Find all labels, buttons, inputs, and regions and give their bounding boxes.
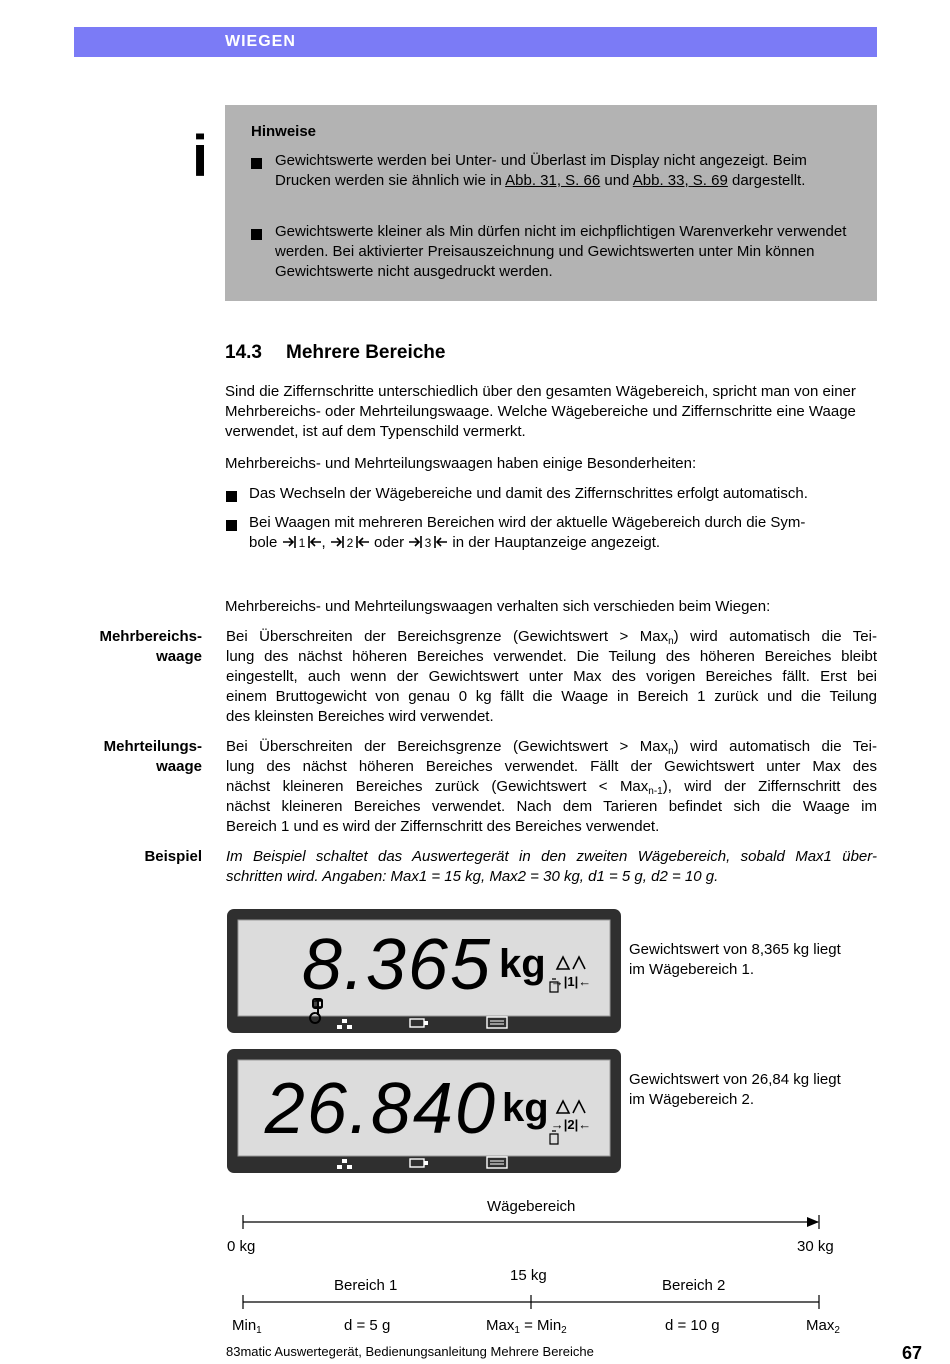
beispiel-text — [226, 847, 877, 887]
range-start-label: 0 kg — [227, 1238, 256, 1255]
mt-l3-pre: nächst kleineren Bereiches zurück (Gewichtswert < Max — [226, 778, 649, 795]
mehrbereich-line-3: eingestellt, auch wenn der Gewichtswert unter Max des vorigen Bereiches fällt. Erst bei — [226, 668, 877, 685]
note-bullet-icon — [251, 156, 262, 174]
mehrbereich-line-1 — [226, 627, 877, 647]
lcd-display-2 — [227, 1049, 621, 1173]
mehrteilung-line-5: Bereich 1 und es wird der Ziffernschritt des Bereiches verwendet. — [226, 818, 660, 835]
max2-text: Max — [806, 1317, 835, 1334]
mt-l1-pre: Bei Überschreiten der Bereichsgrenze (Gewichtswert > Max — [226, 738, 669, 755]
range-title: Wägebereich — [487, 1198, 576, 1215]
range-arrow-icon — [807, 1217, 819, 1227]
bullet2-sep1: , — [321, 534, 330, 551]
min1-text: Min — [232, 1317, 257, 1334]
mehrbereich-line-2: lung des nächst höheren Bereiches verwendet. Die Teilung des höheren Bereiches bleibt — [226, 648, 877, 665]
mb-l1-sub: n — [668, 636, 674, 647]
figure-link-33[interactable]: Abb. 33, S. 69 — [632, 172, 728, 189]
mt-l3-post: ), wird der Ziffernschritt des — [662, 778, 877, 795]
lcd-display-1 — [227, 909, 621, 1033]
page-number: 67 — [902, 1343, 923, 1363]
max2-sub: 2 — [834, 1325, 840, 1336]
max2-label — [806, 1317, 840, 1334]
note-item-1-mid: und — [600, 172, 633, 189]
bullet2-pre: bole — [249, 534, 282, 551]
footer-text: 83matic Auswertegerät, Bedienungsanleitung Mehrere Bereiche — [226, 1344, 594, 1359]
side-label-beispiel: Beispiel — [144, 848, 202, 865]
mb-l1-post: ) wird automatisch die Tei- — [673, 628, 877, 645]
header-title: WIEGEN — [225, 33, 296, 50]
side-label-mehrteilung — [2, 737, 202, 777]
min2-sub: 2 — [561, 1325, 567, 1336]
mehrbereich-line-4: einem Bruttogewicht von genau 0 kg fällt die Waage in Bereich 1 zurück und die Teilung — [226, 688, 877, 705]
info-icon: i — [192, 124, 209, 189]
max1-text: Max — [486, 1317, 515, 1334]
bullet2-sep2: oder — [369, 534, 409, 551]
note-item-1-text: Gewichtswerte werden bei Unter- und Überlast im Display nicht angezeigt. Beim Drucken werden sie ähnlich wie in — [275, 152, 807, 189]
min1-sub: 1 — [256, 1325, 262, 1336]
range-end-label: 30 kg — [797, 1238, 834, 1255]
beispiel-line-1: Im Beispiel schaltet das Auswertegerät in den zweiten Wägebereich, sobald Max1 über- — [226, 848, 877, 865]
note-item-1 — [275, 151, 847, 191]
range-2-symbol-icon — [330, 535, 370, 555]
header-bar — [74, 27, 877, 57]
mb-l1-pre: Bei Überschreiten der Bereichsgrenze (Gewichtswert > Max — [226, 628, 669, 645]
display-1-caption-1: Gewichtswert von 8,365 kg liegt — [629, 941, 841, 958]
display-1-range-symbol: →|1|← — [550, 974, 592, 989]
display-2-range-symbol: →|2|← — [550, 1117, 592, 1132]
section-heading — [225, 342, 445, 364]
mehrteilung-line-1 — [226, 737, 877, 757]
mehrbereich-text — [226, 627, 877, 727]
mt-l1-post: ) wird automatisch die Tei- — [673, 738, 877, 755]
mehrteilung-line-4: nächst kleineren Bereiches verwendet. Nach dem Tarieren befindet sich die Waage im — [226, 798, 877, 815]
side-label-mehrteilung-1: Mehrteilungs- — [103, 738, 202, 755]
mt-l1-sub: n — [668, 746, 674, 757]
figure-link-31[interactable]: Abb. 31, S. 66 — [505, 172, 601, 189]
min1-label — [232, 1317, 262, 1334]
bereich-1-label: Bereich 1 — [334, 1277, 398, 1294]
section-number: 14.3 — [225, 342, 262, 363]
feature-bullet-2-line2 — [249, 533, 660, 555]
range-3-symbol-icon — [408, 535, 448, 555]
note-item-1-post: dargestellt. — [727, 172, 806, 189]
section-intro: Sind die Ziffernschritte unterschiedlich über den gesamten Wägebereich, spricht man von einer Mehrbereichs- oder Mehrteilungswaage. Welche Wägebereiche und Ziffernschritte eine Waage verwendet, ist auf dem Typenschild vermerkt. — [225, 383, 856, 440]
side-label-mehrbereich-1: Mehrbereichs- — [99, 628, 202, 645]
display-2-value: 26.840 — [264, 1069, 497, 1149]
bullet-icon — [226, 518, 237, 536]
display-2-caption-1: Gewichtswert von 26,84 kg liegt — [629, 1071, 841, 1088]
beispiel-line-2: schritten wird. Angaben: Max1 = 15 kg, Max2 = 30 kg, d1 = 5 g, d2 = 10 g. — [226, 868, 719, 885]
note-title: Hinweise — [251, 123, 317, 140]
display-2-caption — [629, 1070, 841, 1110]
mehrteilung-line-3 — [226, 777, 877, 797]
behaviour-intro: Mehrbereichs- und Mehrteilungswaagen verhalten sich verschieden beim Wiegen: — [225, 598, 771, 615]
min2-text: = Min — [519, 1317, 562, 1334]
display-2-unit: kg — [502, 1086, 549, 1130]
bullet-icon — [226, 489, 237, 507]
svg-text:3: 3 — [424, 536, 432, 549]
side-label-mehrbereich-2: waage — [156, 648, 202, 665]
display-1-caption — [629, 940, 841, 980]
feature-bullet-1: Das Wechseln der Wägebereiche und damit des Ziffernschrittes erfolgt automatisch. — [249, 485, 808, 502]
max1-sub: 1 — [514, 1325, 520, 1336]
range-mid-label: 15 kg — [510, 1267, 547, 1284]
display-1-caption-2: im Wägebereich 1. — [629, 961, 755, 978]
display-1-value: 8.365 — [301, 925, 492, 1005]
features-intro: Mehrbereichs- und Mehrteilungswaagen haben einige Besonderheiten: — [225, 455, 697, 472]
bereich-2-label: Bereich 2 — [662, 1277, 726, 1294]
mehrteilung-text — [226, 737, 877, 837]
d1-label: d = 5 g — [344, 1317, 391, 1334]
d2-label: d = 10 g — [665, 1317, 720, 1334]
feature-bullet-2-line1: Bei Waagen mit mehreren Bereichen wird der aktuelle Wägebereich durch die Sym- — [249, 514, 806, 531]
display-1-unit: kg — [499, 942, 546, 986]
svg-text:1: 1 — [298, 536, 305, 549]
svg-text:2: 2 — [346, 536, 354, 549]
mehrbereich-line-5: des kleinsten Bereiches wird verwendet. — [226, 708, 494, 725]
section-title: Mehrere Bereiche — [286, 342, 446, 363]
side-label-mehrteilung-2: waage — [156, 758, 202, 775]
side-label-mehrbereich — [2, 627, 202, 667]
mehrteilung-line-2: lung des nächst höheren Bereiches verwendet. Fällt der Gewichtswert unter Max des — [226, 758, 877, 775]
range-1-symbol-icon — [282, 535, 322, 555]
note-item-2: Gewichtswerte kleiner als Min dürfen nicht im eichpflichtigen Warenverkehr verwendet werden. Bei aktivierter Preisauszeichnung und Gewichtswerten unter Min können Gewichtswerte nicht ausgedruckt werden. — [275, 223, 847, 280]
note-bullet-icon — [251, 227, 262, 245]
max1-min2-label — [486, 1317, 567, 1334]
mt-l3-sub: n-1 — [648, 786, 663, 797]
display-2-caption-2: im Wägebereich 2. — [629, 1091, 755, 1108]
bullet2-post: in der Hauptanzeige angezeigt. — [448, 534, 661, 551]
